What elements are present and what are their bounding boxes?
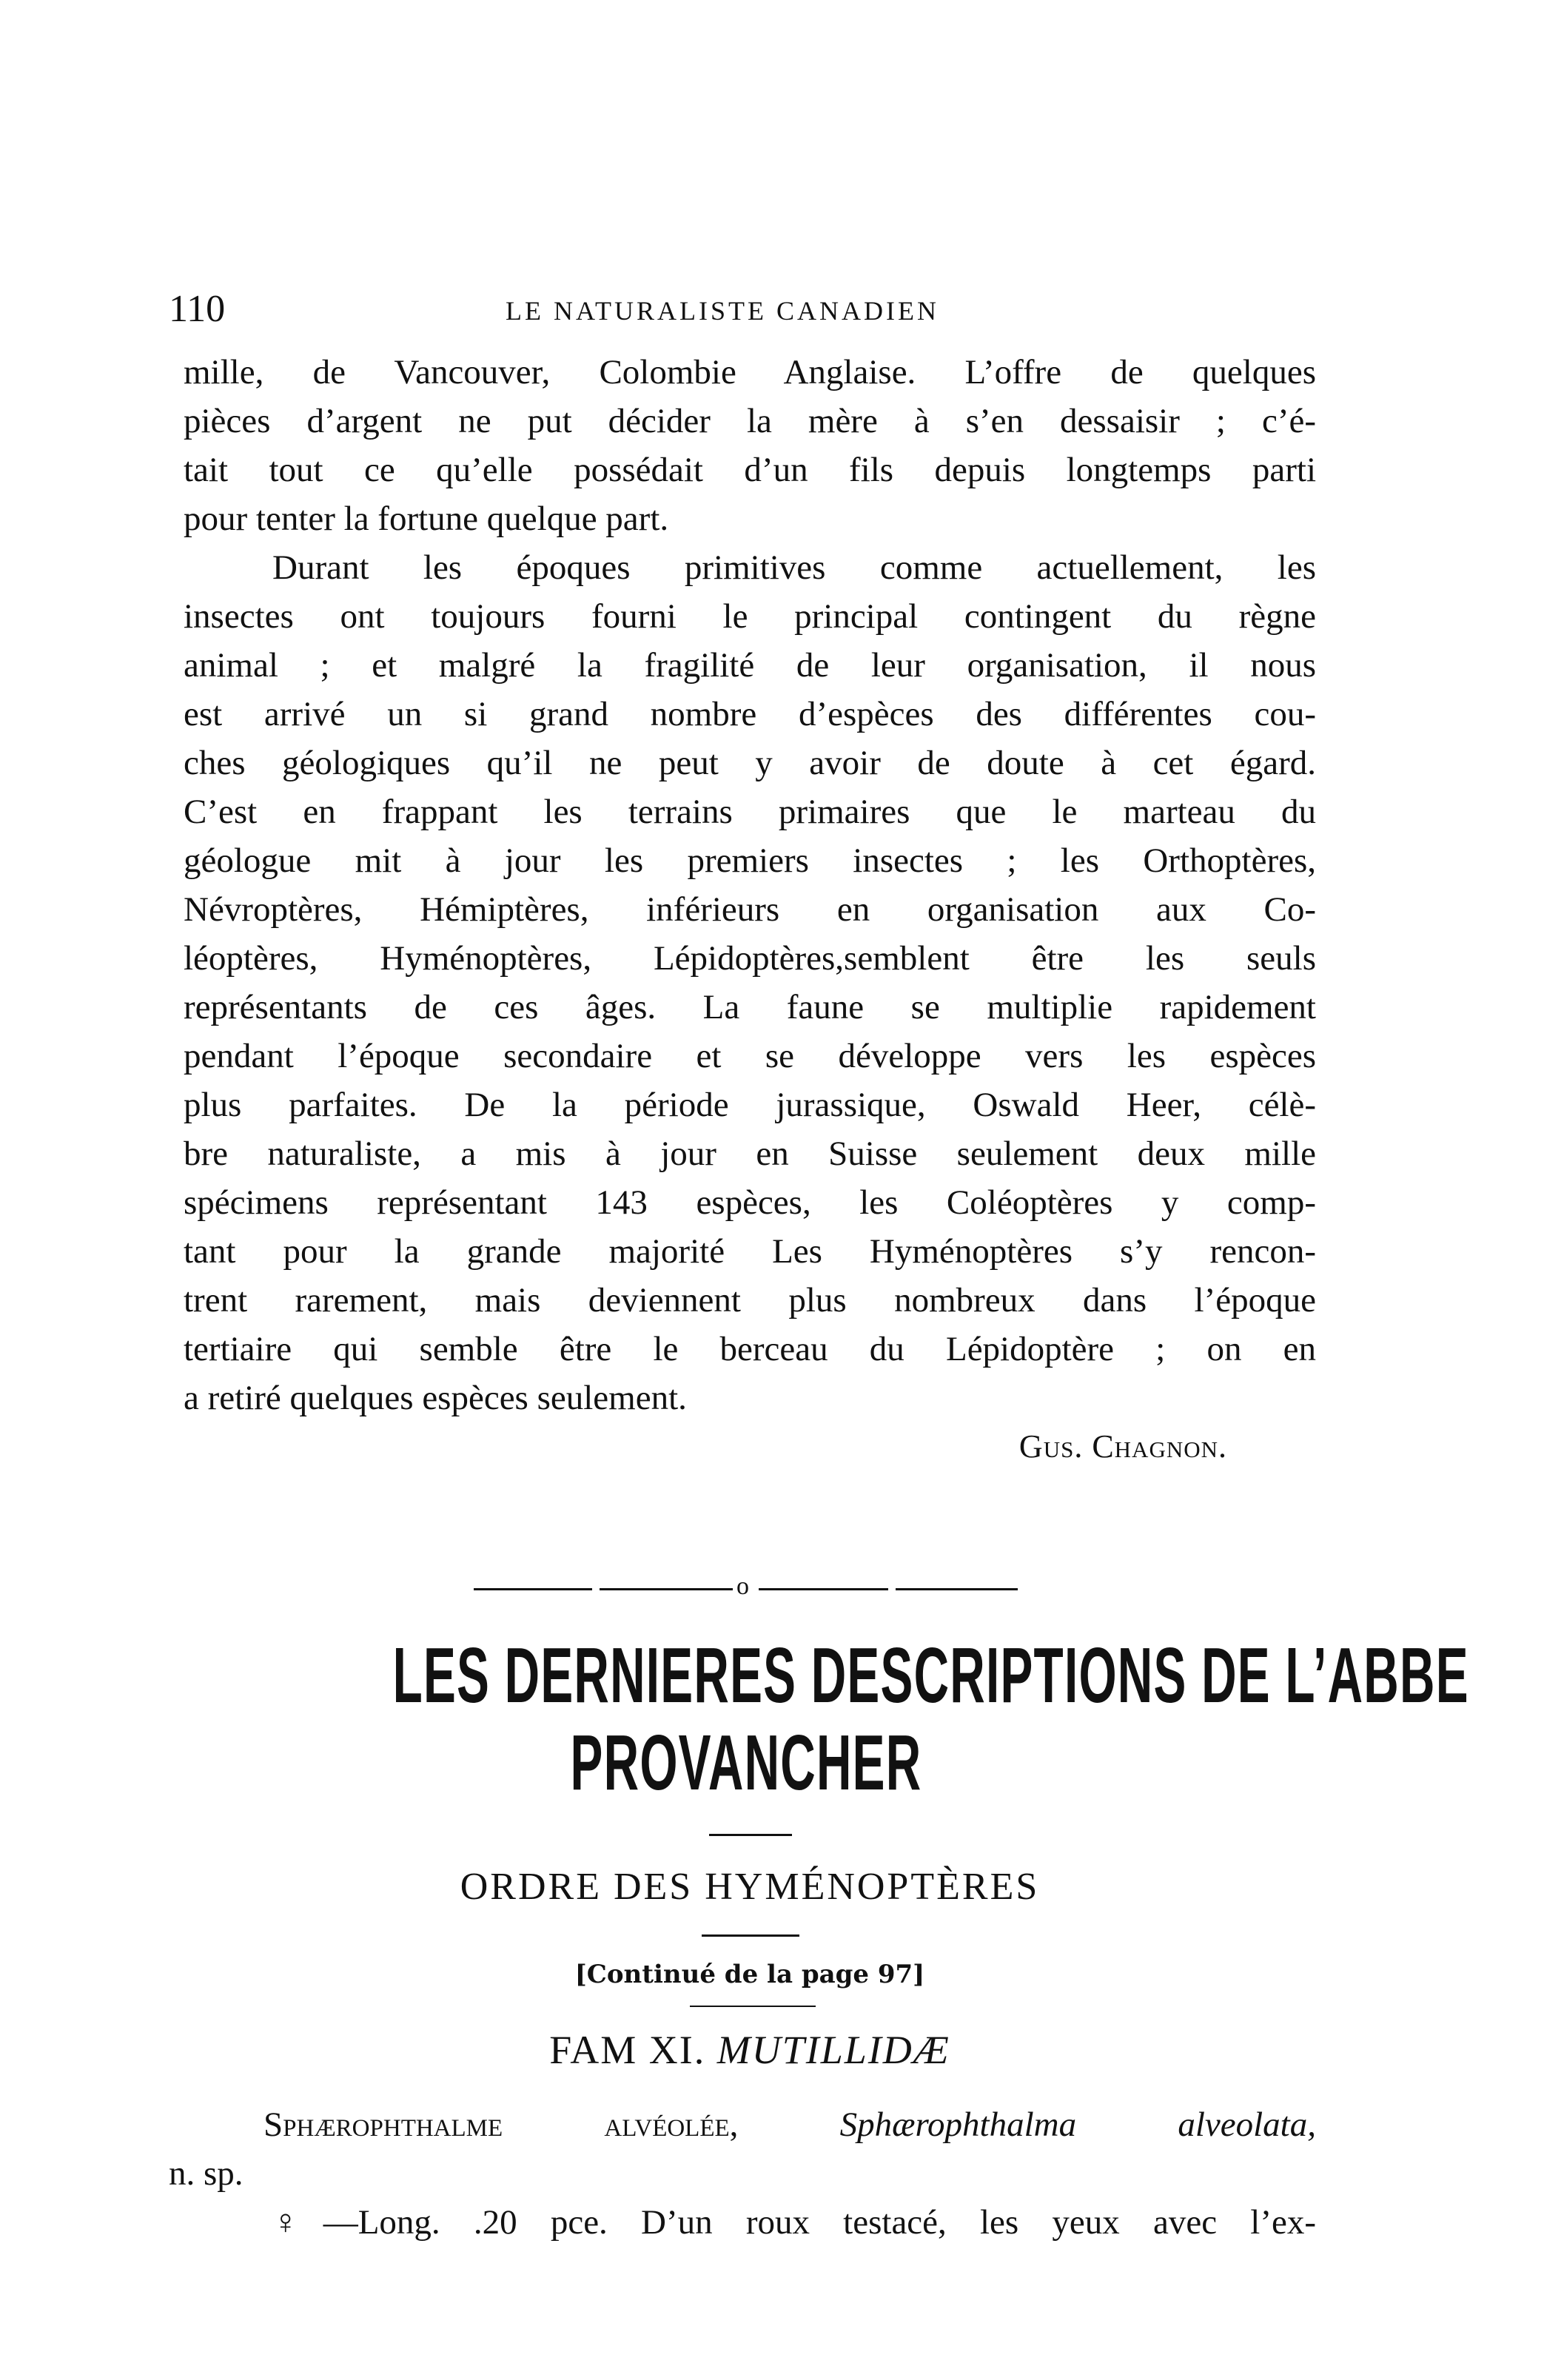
section-title-line: LES DERNIERES DESCRIPTIONS DE L’ABBE <box>392 1632 1469 1719</box>
text-line: mille, de Vancouver, Colombie Anglaise. L’offre de quelques <box>184 353 1316 391</box>
text-line: spécimens représentant 143 espèces, les Coléoptères y comp- <box>184 1183 1316 1222</box>
running-head <box>169 287 1301 332</box>
species-status: n. sp. <box>169 2154 244 2193</box>
paragraph-start-line: Durant les époques primitives comme actuellement, les <box>272 548 1316 587</box>
article-body <box>184 348 1316 1471</box>
species-latin-name: Sphærophthalma alveolata, <box>839 2105 1316 2144</box>
section-title-line: PROVANCHER <box>570 1719 922 1806</box>
author-signature: Gus. Chagnon. <box>1018 1428 1227 1465</box>
separator-mark: o <box>736 1573 749 1600</box>
family-name: MUTILLIDÆ <box>716 2028 950 2072</box>
text-line: léoptères, Hyménoptères, Lépidoptères,semblent être les seuls <box>184 939 1316 978</box>
species-entry <box>169 2100 1316 2247</box>
text-line: plus parfaites. De la période jurassique, Oswald Heer, célè- <box>184 1086 1316 1124</box>
text-line: insectes ont toujours fourni le principal contingent du règne <box>184 597 1316 636</box>
separator-dash <box>474 1588 592 1590</box>
separator-dash <box>896 1588 1018 1590</box>
text-line: a retiré quelques espèces seulement. <box>184 1379 687 1417</box>
continued-rule <box>690 2006 816 2007</box>
family-heading <box>184 2024 1316 2076</box>
title-rule <box>709 1834 792 1836</box>
text-line: bre naturaliste, a mis à jour en Suisse seulement deux mille <box>184 1134 1316 1173</box>
family-number: FAM XI. <box>549 2028 706 2072</box>
section-separator <box>474 1573 1021 1600</box>
order-rule <box>702 1934 799 1937</box>
text-line: pièces d’argent ne put décider la mère à s’en dessaisir ; c’é- <box>184 402 1316 440</box>
text-line: tertiaire qui semble être le berceau du Lépidoptère ; on en <box>184 1330 1316 1368</box>
order-heading: ORDRE DES HYMÉNOPTÈRES <box>460 1866 1040 1908</box>
text-line: trent rarement, mais deviennent plus nombreux dans l’époque <box>184 1281 1316 1320</box>
continued-note: [Continué de la page 97] <box>574 1960 925 1989</box>
text-line: pendant l’époque secondaire et se développe vers les espèces <box>184 1037 1316 1075</box>
text-line: Névroptères, Hémiptères, inférieurs en organisation aux Co- <box>184 890 1316 929</box>
species-description: ♀—Long. .20 pce. D’un roux testacé, les yeux avec l’ex- <box>272 2203 1316 2242</box>
page-number: 110 <box>169 288 226 330</box>
text-line: tant pour la grande majorité Les Hyménoptères s’y rencon- <box>184 1232 1316 1271</box>
species-heading-line <box>169 2100 1316 2149</box>
text-line: animal ; et malgré la fragilité de leur organisation, il nous <box>184 646 1316 685</box>
text-line: C’est en frappant les terrains primaires que le marteau du <box>184 793 1316 831</box>
separator-dash <box>600 1588 733 1590</box>
section-title <box>392 1632 1469 1806</box>
species-common-name: Sphærophthalme alvéolée, <box>264 2105 739 2144</box>
text-line: géologue mit à jour les premiers insectes ; les Orthoptères, <box>184 841 1316 880</box>
journal-title: LE NATURALISTE CANADIEN <box>506 296 939 326</box>
text-line: est arrivé un si grand nombre d’espèces des différentes cou- <box>184 695 1316 733</box>
separator-dash <box>759 1588 888 1590</box>
text-line: représentants de ces âges. La faune se multiplie rapidement <box>184 988 1316 1026</box>
text-line: ches géologiques qu’il ne peut y avoir de doute à cet égard. <box>184 744 1316 782</box>
text-line: tait tout ce qu’elle possédait d’un fils depuis longtemps parti <box>184 451 1316 489</box>
text-line: pour tenter la fortune quelque part. <box>184 500 669 538</box>
